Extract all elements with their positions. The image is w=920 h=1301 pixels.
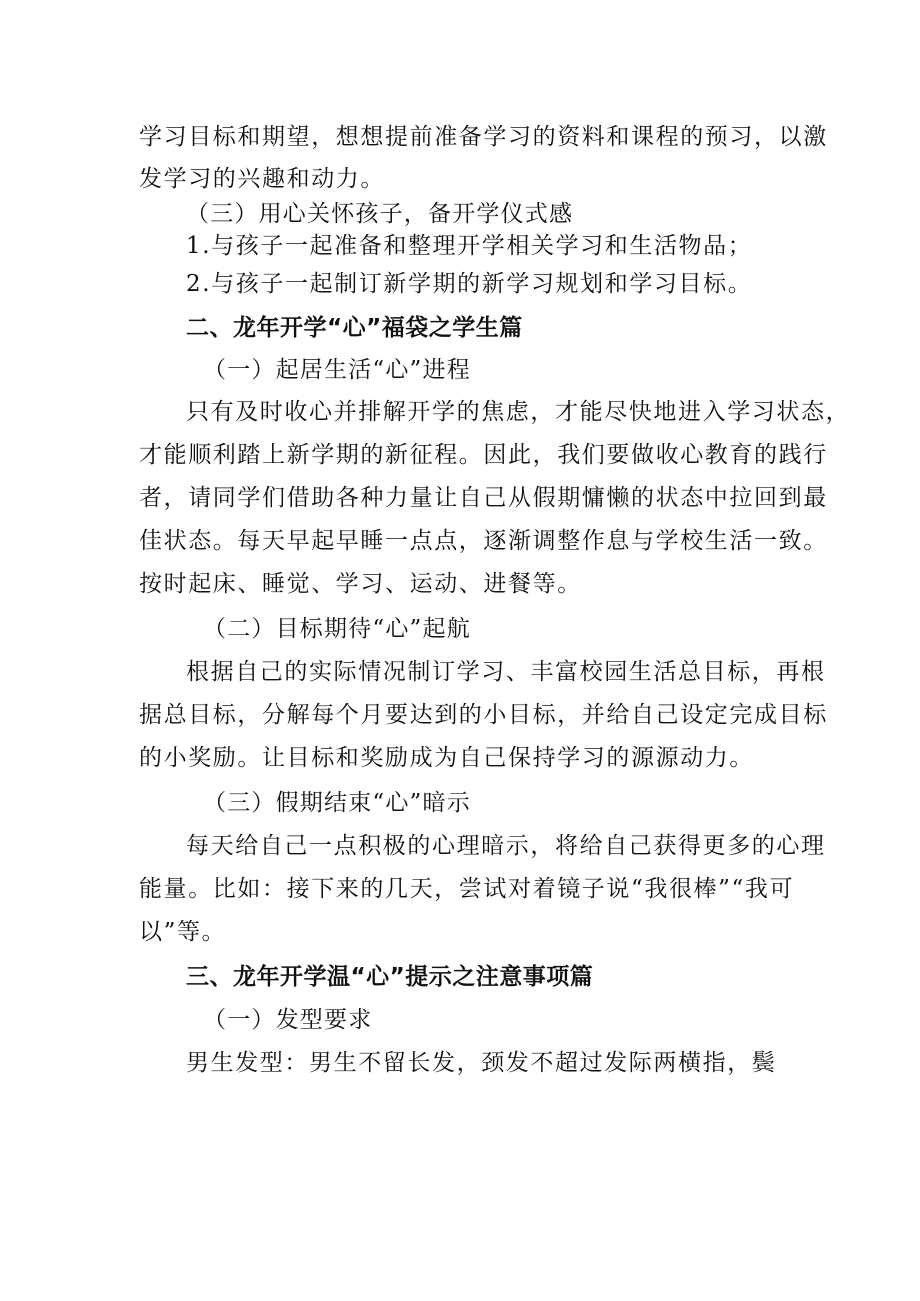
section-subtitle: （一）发型要求 <box>203 1007 373 1033</box>
paragraph-line: 根据自己的实际情况制订学习、丰富校园生活总目标，再根 <box>186 659 826 685</box>
list-item: 1.与孩子一起准备和整理开学相关学习和生活物品； <box>186 233 753 259</box>
section-subtitle: （三）假期结束“心”暗示 <box>203 790 471 816</box>
paragraph-line: 的小奖励。让目标和奖励成为自己保持学习的源源动力。 <box>139 745 754 771</box>
section-heading: 三、龙年开学温“心”提示之注意事项篇 <box>186 964 594 990</box>
paragraph-line: 佳状态。每天早起早睡一点点，逐渐调整作息与学校生活一致。 <box>139 528 828 554</box>
paragraph-line: 每天给自己一点积极的心理暗示，将给自己获得更多的心理 <box>186 833 826 859</box>
section-subtitle: （一）起居生活“心”进程 <box>203 357 471 383</box>
paragraph-line: 者，请同学们借助各种力量让自己从假期慵懒的状态中拉回到最 <box>139 485 828 511</box>
section-subtitle: （三）用心关怀孩子，备开学仪式感 <box>186 201 574 227</box>
paragraph-line: 按时起床、睡觉、学习、运动、进餐等。 <box>139 571 582 597</box>
list-item: 2.与孩子一起制订新学期的新学习规划和学习目标。 <box>186 271 753 297</box>
paragraph-line: 据总目标，分解每个月要达到的小目标，并给自己设定完成目标 <box>139 702 828 728</box>
section-subtitle: （二）目标期待“心”起航 <box>203 616 471 642</box>
paragraph-line: 学习目标和期望，想想提前准备学习的资料和课程的预习，以激 <box>139 124 828 150</box>
paragraph-line: 才能顺利踏上新学期的新征程。因此，我们要做收心教育的践行 <box>139 442 828 468</box>
paragraph-line: 男生发型：男生不留长发，颈发不超过发际两横指，鬓 <box>186 1050 777 1076</box>
paragraph-line: 只有及时收心并排解开学的焦虑，才能尽快地进入学习状态， <box>186 399 851 425</box>
paragraph-line: 发学习的兴趣和动力。 <box>139 166 385 192</box>
section-heading: 二、龙年开学“心”福袋之学生篇 <box>186 315 523 341</box>
paragraph-line: 以”等。 <box>139 919 227 945</box>
paragraph-line: 能量。比如：接下来的几天，尝试对着镜子说“我很棒”“我可 <box>139 876 795 902</box>
